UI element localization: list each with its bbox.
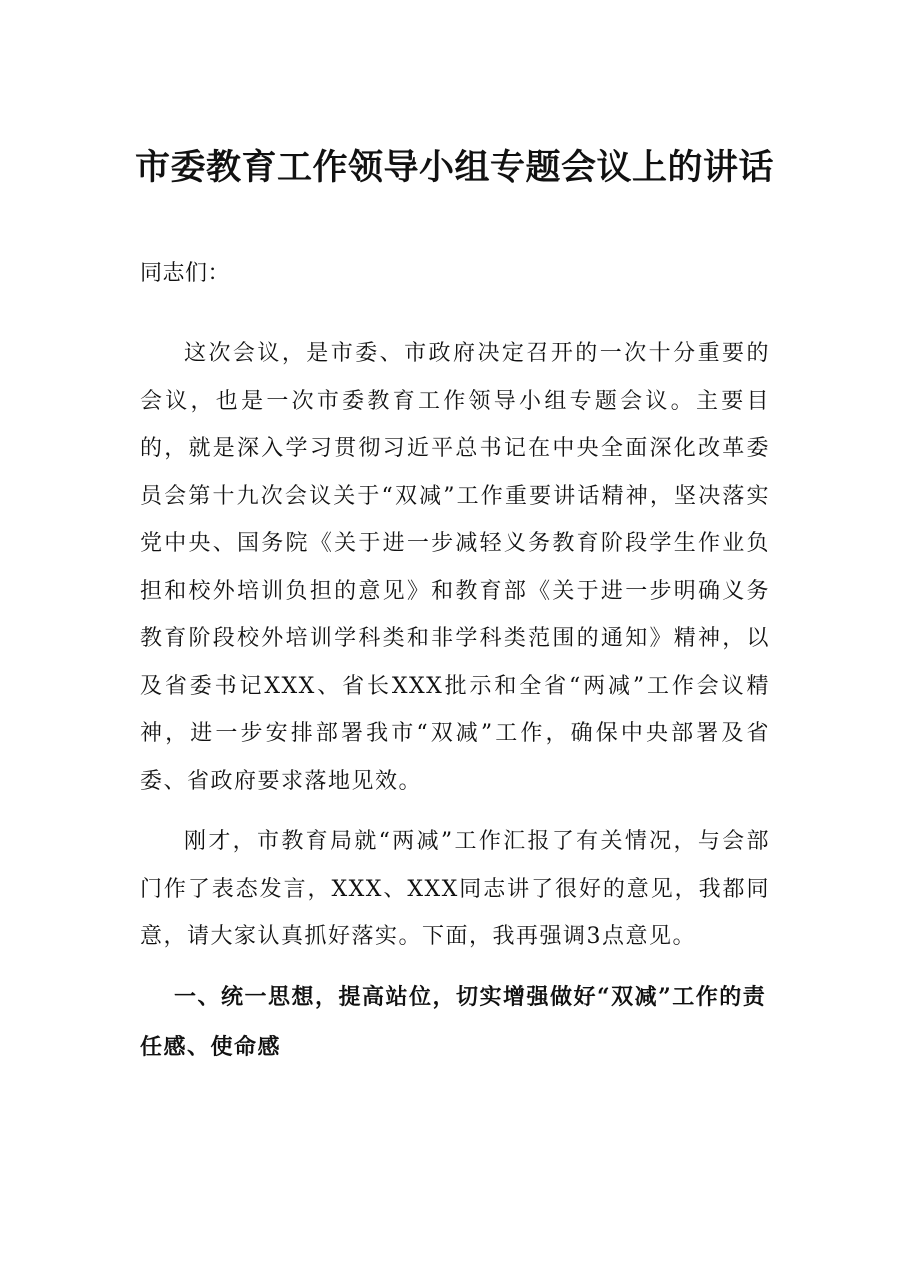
body-paragraph: 这次会议，是市委、市政府决定召开的一次十分重要的会议，也是一次市委教育工作领导小组专题会议。主要目的，就是深入学习贯彻习近平总书记在中央全面深化改革委员会第十九次会议关于“双减”工作重要讲话精神，坚决落实党中央、国务院《关于进一步减轻义务教育阶段学生作业负担和校外培训负担的意见》和教育部《关于进一步明确义务教育阶段校外培训学科类和非学科类范围的通知》精神，以及省委书记XXX、省长XXX批示和全省“两减”工作会议精神，进一步安排部署我市“双减”工作，确保中央部署及省委、省政府要求落地见效。: [140, 341, 770, 794]
document-title: 市委教育工作领导小组专题会议上的讲话: [134, 147, 774, 188]
body-paragraph: 刚才，市教育局就“两减”工作汇报了有关情况，与会部门作了表态发言，XXX、XXX同志讲了很好的意见，我都同意，请大家认真抓好落实。下面，我再强调3点意见。: [140, 829, 770, 949]
salutation: 同志们：: [140, 261, 231, 286]
section-heading: 一、统一思想，提高站位，切实增强做好“双减”工作的责任感、使命感: [140, 984, 767, 1060]
